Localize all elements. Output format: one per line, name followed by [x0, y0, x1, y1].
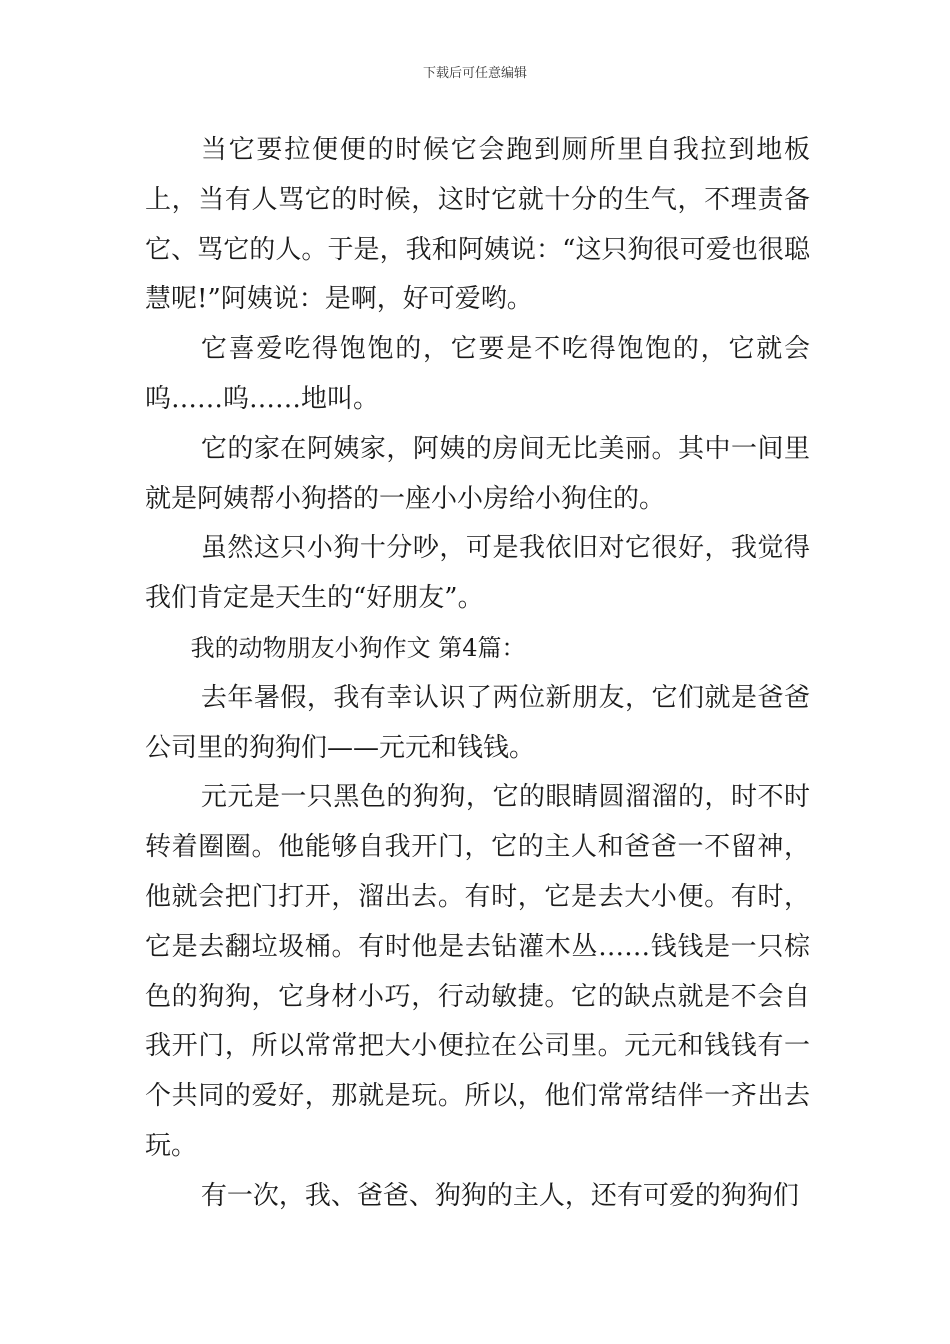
paragraph: 它的家在阿姨家，阿姨的房间无比美丽。其中一间里就是阿姨帮小狗搭的一座小小房给小狗住的。	[145, 433, 810, 514]
paragraph: 当它要拉便便的时候它会跑到厕所里自我拉到地板上，当有人骂它的时候，这时它就十分的生气，不理责备它、骂它的人。于是，我和阿姨说：“这只狗很可爱也很聪慧呢!”阿姨说：是啊，好可爱哟。	[145, 135, 810, 315]
section-heading: 我的动物朋友小狗作文 第4篇：	[190, 633, 526, 662]
paragraph: 它喜爱吃得饱饱的，它要是不吃得饱饱的，它就会呜……呜……地叫。	[145, 334, 810, 414]
paragraph: 元元是一只黑色的狗狗，它的眼睛圆溜溜的，时不时转着圈圈。他能够自我开门，它的主人和爸爸一不留神，他就会把门打开，溜出去。有时，它是去大小便。有时，它是去翻垃圾桶。有时他是去钻灌木丛……钱钱是一只棕色的狗狗，它身材小巧，行动敏捷。它的缺点就是不会自我开门，所以常常把大小便拉在公司里。元元和钱钱有一个共同的爱好，那就是玩。所以，他们常常结伴一齐出去玩。	[145, 782, 810, 1161]
paragraph: 有一次，我、爸爸、狗狗的主人，还有可爱的狗狗们	[200, 1180, 799, 1211]
paragraph: 去年暑假，我有幸认识了两位新朋友，它们就是爸爸公司里的狗狗们——元元和钱钱。	[145, 682, 810, 763]
article-body	[145, 126, 810, 1222]
paragraph: 虽然这只小狗十分吵，可是我依旧对它很好，我觉得我们肯定是天生的“好朋友”。	[145, 533, 810, 614]
page-header-note: 下载后可任意编辑	[422, 66, 527, 81]
